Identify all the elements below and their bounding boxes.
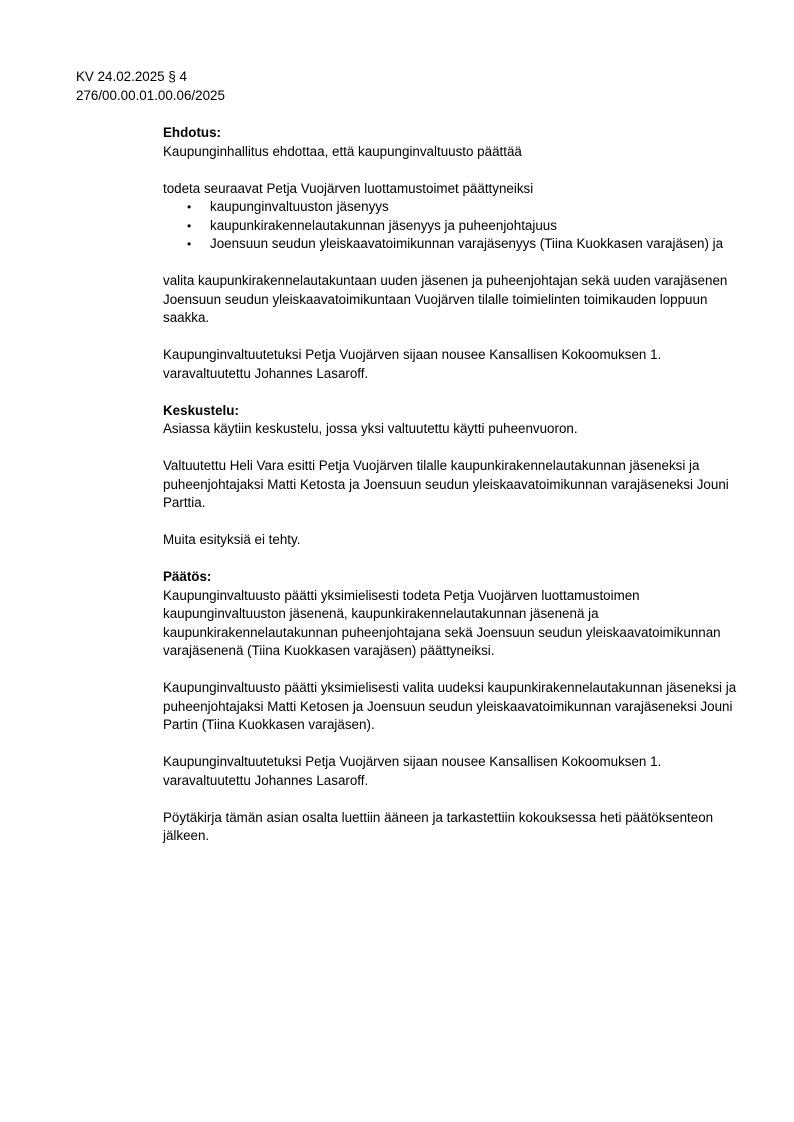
- proposal-intro: Kaupunginhallitus ehdottaa, että kaupunginvaltuusto päättää: [163, 143, 522, 159]
- bullet-icon: •: [187, 200, 192, 214]
- decision-heading: Päätös:: [163, 569, 212, 584]
- case-number: 276/00.00.01.00.06/2025: [76, 87, 225, 103]
- discussion-heading: Keskustelu:: [163, 402, 239, 418]
- terminated-positions-list: [163, 198, 743, 254]
- proposal-heading: Ehdotus:: [163, 125, 222, 140]
- proposal-replacement-text: Kaupunginvaltuutetuksi Petja Vuojärven sijaan nousee Kansallisen Kokoomuksen 1. varavaltuutettu Johannes Lasaroff.: [163, 347, 662, 381]
- list-item-text: Joensuun seudun yleiskaavatoimikunnan varajäsenyys (Tiina Kuokkasen varajäsen) ja: [210, 236, 724, 251]
- list-item: [163, 198, 743, 217]
- decision-election-text: Kaupunginvaltuusto päätti yksimielisesti valita uudeksi kaupunkirakennelautakunnan jäseneksi ja puheenjohtajaksi Matti Ketosen ja Joensuun seudun yleiskaavatoimikunnan varajäseneksi Jouni Partin (Tiina Kuokkasen varajäsen).: [163, 680, 737, 732]
- meeting-reference: KV 24.02.2025 § 4: [76, 69, 187, 84]
- list-item-text: kaupunginvaltuuston jäsenyys: [210, 199, 389, 214]
- discussion-text: Asiassa käytiin keskustelu, jossa yksi valtuutettu käytti puheenvuoron.: [163, 421, 578, 436]
- proposal-confirm-text: todeta seuraavat Petja Vuojärven luottamustoimet päättyneiksi: [163, 180, 534, 196]
- document-header: [76, 68, 225, 105]
- discussion-proposal-text: Valtuutettu Heli Vara esitti Petja Vuojärven tilalle kaupunkirakennelautakunnan jäseneksi ja puheenjohtajaksi Matti Ketosta ja Joensuun seudun yleiskaavatoimikunnan varajäseneksi Jouni Parttia.: [163, 458, 729, 510]
- bullet-icon: •: [187, 218, 192, 233]
- decision-replacement-text: Kaupunginvaltuutetuksi Petja Vuojärven sijaan nousee Kansallisen Kokoomuksen 1. varavaltuutettu Johannes Lasaroff.: [163, 754, 662, 788]
- document-body: [163, 124, 743, 846]
- discussion-closing-text: Muita esityksiä ei tehty.: [163, 532, 301, 547]
- minutes-check-text: Pöytäkirja tämän asian osalta luettiin ääneen ja tarkastettiin kokouksessa heti päätöksenteon jälkeen.: [163, 809, 714, 843]
- proposal-elect-text: valita kaupunkirakennelautakuntaan uuden jäsenen ja puheenjohtajan sekä uuden varajäsenen Joensuun seudun yleiskaavatoimikuntaan Vuojärven tilalle toimielinten toimikauden loppuun saakka.: [163, 273, 728, 325]
- bullet-icon: •: [187, 237, 192, 251]
- list-item: [163, 235, 743, 254]
- decision-text: Kaupunginvaltuusto päätti yksimielisesti todeta Petja Vuojärven luottamustoimen kaupunginvaltuuston jäsenenä, kaupunkirakennelautakunnan jäsenenä ja kaupunkirakennelautakunnan puheenjohtajana sekä Joensuun seudun yleiskaavatoimikunnan varajäsenenä (Tiina Kuokkasen varajäsen) päättyneiksi.: [163, 587, 721, 658]
- list-item-text: kaupunkirakennelautakunnan jäsenyys ja puheenjohtajuus: [210, 217, 557, 233]
- list-item: [163, 217, 743, 236]
